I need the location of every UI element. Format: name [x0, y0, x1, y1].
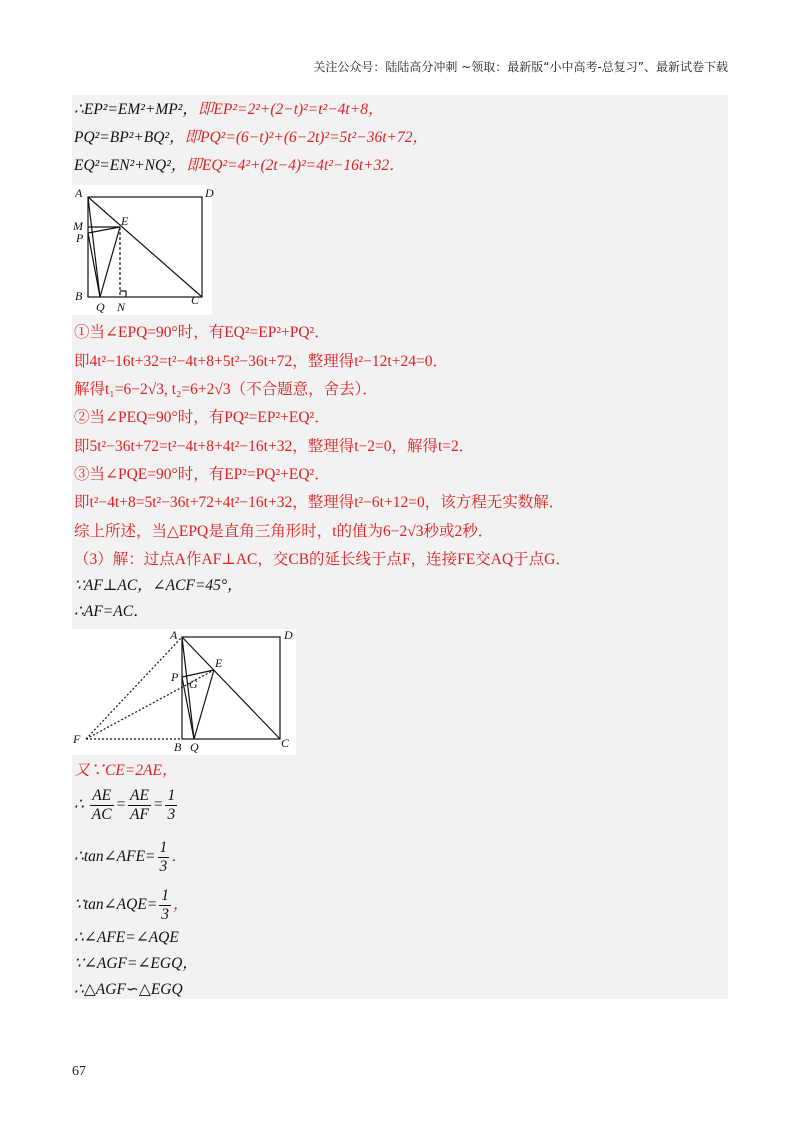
- diagonal-ac: [88, 197, 202, 297]
- line-18: ∵tan∠AQE= $\frac{1}{3}$ ，: [74, 887, 189, 923]
- line-17: ∴tan∠AFE= $\frac{1}{3}$ ．: [74, 839, 187, 875]
- label-a: A: [75, 186, 83, 200]
- label-f: F: [73, 732, 81, 746]
- label-g: G: [189, 677, 198, 691]
- line-13: ∵AF⊥AC，∠ACF=45°，: [74, 577, 243, 594]
- segment-fa: [86, 637, 182, 739]
- line-16: ∴ $\frac{AE}{AC}$ = $\frac{AE}{AF}$ = $\frac{1}{3}$: [74, 787, 176, 823]
- line-21: ∴△AGF∽△EGQ: [74, 981, 183, 998]
- line-7: ②当∠PEQ=90°时，有PQ²=EP²+EQ²．: [74, 409, 330, 426]
- label-p: P: [171, 670, 179, 684]
- line-5: 即4t²−16t+32=t²−4t+8+5t²−36t+72，整理得t²−12t+24=0．: [74, 353, 448, 370]
- figure-2-diagram: [72, 629, 296, 755]
- line-4: ①当∠EPQ=90°时，有EQ²=EP²+PQ²．: [74, 324, 330, 341]
- segment-pe: [88, 227, 120, 233]
- label-p: P: [76, 231, 84, 245]
- line-6: 解得t₁=6−2√3, t₂=6+2√3（不合题意，舍去）．: [74, 381, 378, 398]
- right-angle-n: [120, 291, 126, 297]
- label-q: Q: [190, 740, 199, 754]
- line-2: PQ²=BP²+BQ²，即PQ²=(6−t)²+(6−2t)²=5t²−36t+72，: [74, 129, 428, 146]
- label-b: B: [174, 740, 182, 754]
- label-e: E: [215, 656, 223, 670]
- page-header: 关注公众号：陆陆高分冲刺 ~领取：最新版“小中高考-总复习”、最新试卷下载: [313, 60, 728, 74]
- fraction-tan-aqe: $\frac{1}{3}$: [161, 887, 169, 923]
- line-9: ③当∠PQE=90°时，有EP²=PQ²+EQ²．: [74, 466, 330, 483]
- line-10: 即t²−4t+8=5t²−36t+72+4t²−16t+32，整理得t²−6t+12=0，该方程无实数解．: [74, 494, 565, 511]
- label-a: A: [170, 628, 178, 642]
- solution-block: [72, 95, 728, 999]
- line-15: 又∵CE=2AE，: [74, 762, 178, 779]
- fraction-tan-afe: $\frac{1}{3}$: [159, 839, 168, 875]
- label-c: C: [281, 736, 290, 750]
- page-number: 67: [72, 1064, 86, 1079]
- label-b: B: [75, 289, 83, 303]
- line-3: EQ²=EN²+NQ²，即EQ²=4²+(2t−4)²=4t²−16t+32．: [74, 157, 405, 174]
- line-11: 综上所述，当△EPQ是直角三角形时，t的值为6−2√3秒或2秒．: [74, 523, 494, 540]
- figure-1-diagram: [72, 185, 212, 315]
- label-m: M: [73, 219, 83, 233]
- line-8: 即5t²−36t+72=t²−4t+8+4t²−16t+32，整理得t−2=0，解得t=2．: [74, 438, 475, 455]
- line-1: ∴EP²=EM²+MP²，即EP²=2²+(2−t)²=t²−4t+8，: [74, 101, 384, 118]
- label-d: D: [284, 628, 293, 642]
- fraction-ae-af: $\frac{AE}{AF}$: [130, 787, 149, 823]
- line-20: ∵∠AGF=∠EGQ，: [74, 955, 198, 972]
- fraction-ae-ac: $\frac{AE}{AC}$: [91, 787, 112, 823]
- label-q: Q: [96, 300, 105, 314]
- label-e: E: [121, 214, 129, 228]
- line-12: （3）解：过点A作AF⊥AC，交CB的延长线于点F，连接FE交AQ于点G．: [74, 551, 571, 568]
- label-n: N: [117, 300, 126, 314]
- label-d: D: [205, 186, 214, 200]
- line-19: ∴∠AFE=∠AQE: [74, 929, 179, 946]
- segment-qe: [100, 227, 120, 297]
- line-14: ∴AF=AC．: [74, 603, 149, 620]
- label-c: C: [191, 293, 200, 307]
- fraction-one-third: $\frac{1}{3}$: [167, 787, 176, 823]
- segment-aq: [88, 197, 100, 297]
